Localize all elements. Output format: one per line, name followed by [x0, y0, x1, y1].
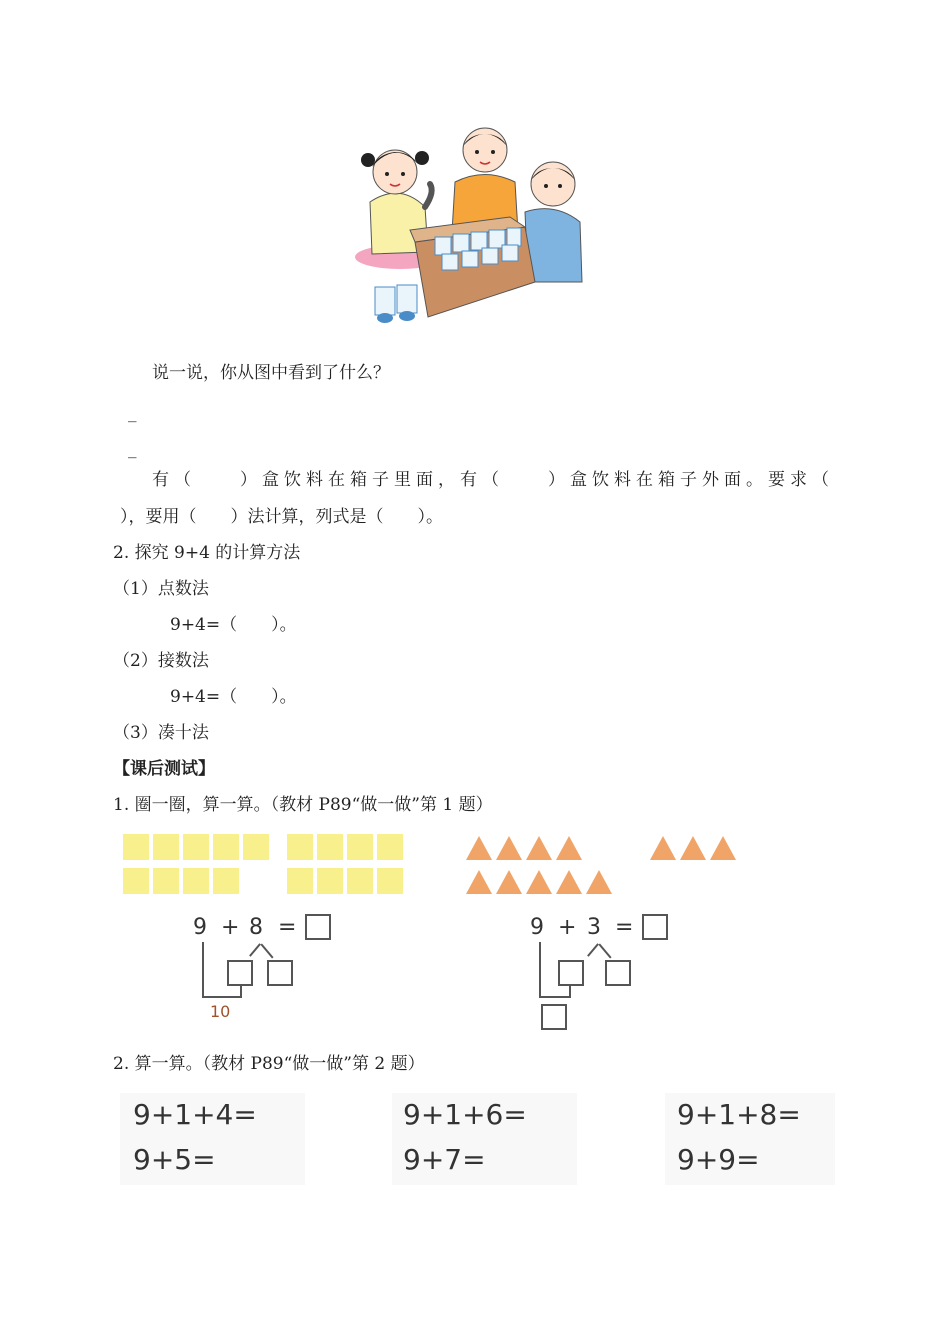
q1-right-a: 9: [530, 915, 544, 940]
calc-expression: 9+1+6=: [403, 1098, 527, 1131]
triangle: [650, 836, 676, 860]
section2-heading: 2. 探究 9+4 的计算方法: [113, 543, 301, 563]
square: [183, 834, 209, 860]
bracket-line: [202, 996, 242, 998]
q1-left-answer-box[interactable]: [305, 914, 331, 940]
square: [347, 868, 373, 894]
method1-equation: 9+4=（ ）。: [170, 615, 297, 635]
calc-expression: 9+5=: [133, 1143, 216, 1176]
q1-right-ten-box[interactable]: [541, 1004, 567, 1030]
square: [287, 868, 313, 894]
square: [123, 868, 149, 894]
split-line: [260, 943, 273, 958]
bracket-line: [569, 986, 571, 997]
split-line: [587, 943, 599, 957]
triangle: [496, 870, 522, 894]
method1-label: （1）点数法: [113, 579, 209, 599]
square: [213, 868, 239, 894]
q1-right-op: +: [558, 915, 577, 940]
boy-middle-figure: [452, 128, 518, 232]
square: [243, 834, 269, 860]
method3-label: （3）凑十法: [113, 723, 209, 743]
triangle: [556, 836, 582, 860]
blank-dash-1: _: [128, 403, 137, 423]
square: [153, 868, 179, 894]
q1-left-ten-label: 10: [210, 1002, 231, 1021]
drinks-outside: [375, 285, 417, 323]
triangle: [496, 836, 522, 860]
square: [183, 868, 209, 894]
q1-right-split-box[interactable]: [605, 960, 631, 986]
q1-left-split-box[interactable]: [227, 960, 253, 986]
test-question2: 2. 算一算。（教材 P89“做一做”第 2 题）: [113, 1054, 425, 1074]
bracket-line: [202, 942, 204, 997]
calc-expression: 9+1+8=: [677, 1098, 801, 1131]
square: [123, 834, 149, 860]
q1-right-b: 3: [587, 915, 601, 940]
fill-sentence-line2: ），要用（ ）法计算，列式是（ ）。: [120, 507, 443, 527]
calc-expression: 9+1+4=: [133, 1098, 257, 1131]
square: [377, 834, 403, 860]
square: [317, 834, 343, 860]
method2-label: （2）接数法: [113, 651, 209, 671]
q1-right-answer-box[interactable]: [642, 914, 668, 940]
square: [213, 834, 239, 860]
triangle: [526, 836, 552, 860]
calc-expression: 9+9=: [677, 1143, 760, 1176]
blank-dash-2: _: [128, 439, 137, 459]
square: [287, 834, 313, 860]
triangle: [526, 870, 552, 894]
bracket-line: [539, 942, 541, 997]
q1-left-split-box[interactable]: [267, 960, 293, 986]
bracket-line: [240, 986, 242, 997]
triangle: [680, 836, 706, 860]
test-question1: 1. 圈一圈，算一算。（教材 P89“做一做”第 1 题）: [113, 795, 493, 815]
bracket-line: [539, 996, 571, 998]
square: [317, 868, 343, 894]
triangle: [710, 836, 736, 860]
triangle: [586, 870, 612, 894]
triangle: [556, 870, 582, 894]
intro-prompt: 说一说，你从图中看到了什么？: [152, 363, 390, 383]
calc-expression: 9+7=: [403, 1143, 486, 1176]
triangle: [466, 836, 492, 860]
split-line: [249, 943, 261, 957]
q1-left-eq: =: [278, 915, 297, 940]
q1-left-a: 9: [193, 915, 207, 940]
test-heading: 【课后测试】: [113, 759, 215, 779]
square: [153, 834, 179, 860]
triangle: [466, 870, 492, 894]
q1-left-op: +: [221, 915, 240, 940]
fill-sentence-line1: 有（ ）盒饮料在箱子里面，有（ ）盒饮料在箱子外面。要求（: [152, 470, 834, 490]
drink-box: [410, 217, 535, 317]
q1-right-split-box[interactable]: [558, 960, 584, 986]
children-drinks-illustration: [350, 122, 590, 332]
q1-right-eq: =: [615, 915, 634, 940]
boy-right-figure: [525, 162, 582, 282]
q1-left-b: 8: [249, 915, 263, 940]
method2-equation: 9+4=（ ）。: [170, 687, 297, 707]
split-line: [598, 943, 611, 958]
square: [377, 868, 403, 894]
square: [347, 834, 373, 860]
